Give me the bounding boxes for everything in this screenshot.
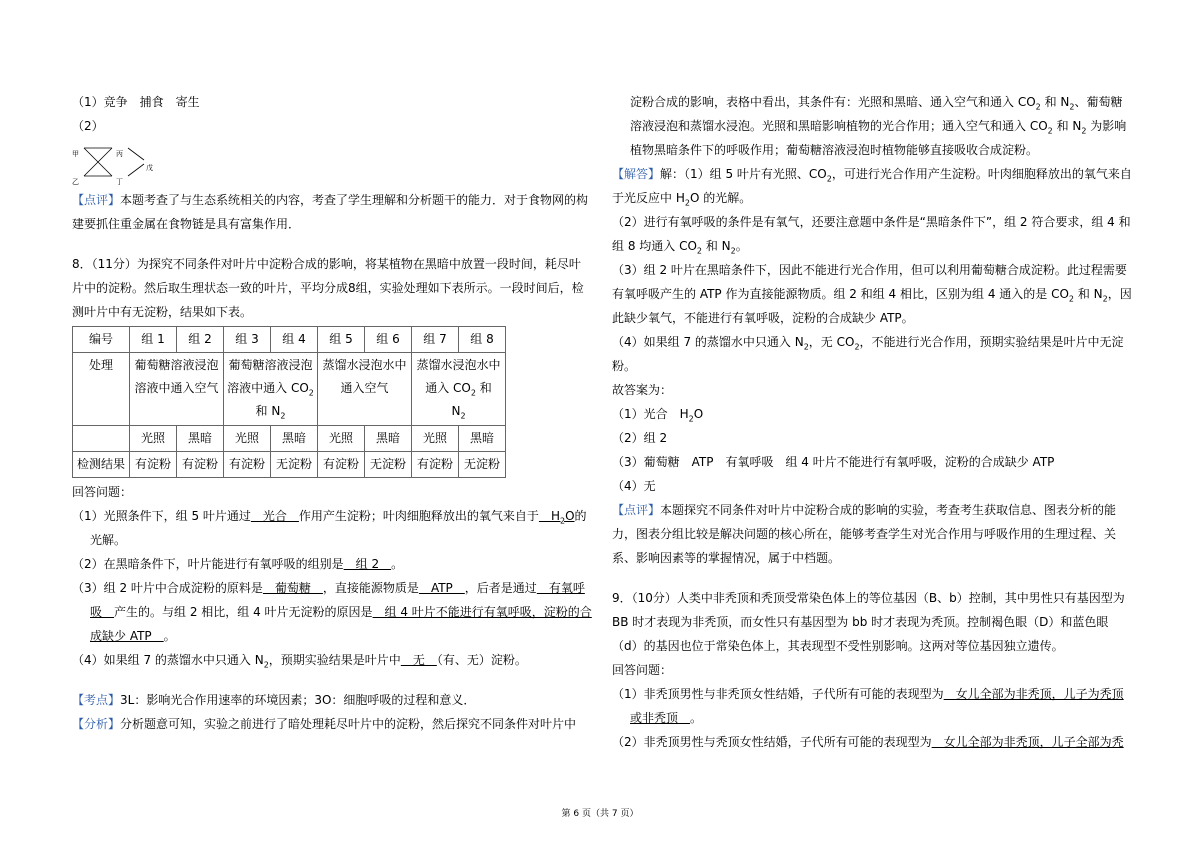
text: ，可进行光合作用产生淀粉。叶肉细胞释放出的氧气来自于光反应中 H: [612, 167, 1132, 205]
table-cell: 组 6: [365, 327, 412, 353]
subscript: 2: [263, 660, 269, 670]
table-cell: 无淀粉: [365, 452, 412, 478]
kaodian: [72, 688, 592, 712]
page-footer: 第 6 页（共 7 页）: [561, 809, 639, 819]
final-answer-2: （2）组 2: [612, 431, 668, 445]
node-jia: 甲: [72, 150, 79, 158]
text: 和 N: [1056, 119, 1082, 133]
table-cell: 黑暗: [271, 426, 318, 452]
dianping-text: 本题探究不同条件对叶片中淀粉合成的影响的实验，考查考生获取信息、图表分析的能力，图表分组比较是解决问题的核心所在，能够考查学生对光合作用与呼吸作用的生理过程、关系、影响因素等的掌握情况，属于中档题。: [612, 503, 1117, 565]
subscript: 2: [688, 414, 694, 424]
text: 。: [735, 239, 748, 253]
table-treat-row: [73, 353, 506, 426]
fenxi: [72, 712, 592, 736]
q8-intro: 8．（11分）为探究不同条件对叶片中淀粉合成的影响，将某植物在黑暗中放置一段时间，耗尽叶片中的淀粉。然后取生理状态一致的叶片，平均分成8组，实验处理如下表所示。一段时间后，检测叶片中有无淀粉，结果如下表。: [72, 257, 584, 319]
text: ，后者是通过: [464, 581, 537, 595]
table-cell: 组 3: [224, 327, 271, 353]
table-result-row: [73, 452, 506, 478]
node-wu: 戊: [146, 164, 153, 172]
text: 、葡萄糖溶液浸泡和蒸馏水浸泡。光照和黑暗影响植物的光合作用；通入空气和通入 CO: [630, 95, 1123, 133]
answer-blank: 葡萄糖: [262, 581, 323, 595]
subscript: 2: [696, 246, 702, 256]
subscript: 2: [684, 198, 690, 208]
table-cell: 有淀粉: [318, 452, 365, 478]
subscript: 2: [1069, 102, 1075, 112]
treat-tail: 和: [479, 381, 492, 395]
text: ，无 CO: [808, 335, 855, 349]
answer-blank: [538, 509, 575, 526]
answer-prompt: 回答问题：: [72, 485, 133, 499]
text: 作用产生淀粉；叶肉细胞释放出的氧气来自于: [298, 509, 539, 523]
subscript: 2: [559, 516, 566, 526]
text: 和 N: [1077, 287, 1103, 301]
text: （有、无）淀粉。: [436, 653, 527, 667]
text: （4）如果组 7 的蒸馏水中只通入 N: [72, 653, 264, 667]
text: ，因此缺少氧气，不能进行有氧呼吸，淀粉的合成缺少 ATP。: [612, 287, 1132, 325]
subscript: 2: [460, 411, 466, 421]
table-cell: 蒸馏水浸泡水中通入空气: [318, 353, 412, 426]
treat-text: 葡萄糖溶液浸泡溶液中通入 CO: [227, 358, 313, 395]
right-column: [612, 90, 1132, 754]
jieda-1: [612, 162, 1132, 210]
table-cell: 光照: [224, 426, 271, 452]
final-answer-4: （4）无: [612, 479, 656, 493]
subscript: 2: [826, 174, 832, 184]
comment-text: 本题考查了与生态系统相关的内容，考查了学生理解和分析题干的能力．对于食物网的构建要抓住重金属在食物链是具有富集作用．: [72, 193, 589, 231]
text: ，预期实验结果是叶片中: [268, 653, 401, 667]
text: （1）光照条件下，组 5 叶片通过: [72, 509, 251, 523]
text: 和 N: [705, 239, 731, 253]
fenxi-continued: [612, 90, 1132, 162]
table-cell: 有淀粉: [177, 452, 224, 478]
answer-blank: ATP: [418, 581, 465, 595]
text: 淀粉合成的影响，表格中看出，其条件有：光照和黑暗、通入空气和通入 CO: [630, 95, 1036, 109]
text: O: [565, 509, 575, 523]
subscript: 2: [1047, 126, 1053, 136]
table-cell: 有淀粉: [412, 452, 459, 478]
text: 。: [690, 711, 703, 725]
jieda-4: [612, 330, 1132, 378]
text: （1）光合 H: [612, 407, 689, 421]
jieda-2: [612, 210, 1132, 258]
answer-blank: 组 2: [343, 557, 392, 571]
q8-part-1: [72, 504, 592, 552]
jieda-tag: 【解答】: [612, 167, 661, 181]
subscript: 2: [470, 388, 476, 398]
table-cell: 光照: [412, 426, 459, 452]
text: （3）组 2 叶片在黑暗条件下，因此不能进行光合作用，但可以利用葡萄糖合成淀粉。此过程需要有氧呼吸产生的 ATP 作为直接能源物质。组 2 和组 4 相比，区别为组 4 通入的是 CO: [612, 263, 1127, 301]
text: H: [538, 509, 560, 523]
kaodian-tag: 【考点】: [72, 693, 121, 707]
q6-answer-1: （1）竞争 捕食 寄生: [72, 95, 200, 109]
food-web-arrows: [72, 142, 182, 184]
final-answer-1: [612, 402, 1132, 426]
subscript: 2: [1068, 294, 1074, 304]
text: 解：（1）组 5 叶片有光照、CO: [660, 167, 827, 181]
table-cell: 黑暗: [365, 426, 412, 452]
text: 的光解。: [90, 509, 587, 547]
text: ，直接能源物质是: [322, 581, 419, 595]
dianping: [612, 498, 1132, 570]
text: （3）组 2 叶片中合成淀粉的原料是: [72, 581, 263, 595]
text: （1）非秃顶男性与非秃顶女性结婚，子代所有可能的表现型为: [612, 687, 944, 701]
node-bing: 丙: [116, 150, 123, 158]
table-cell: 有淀粉: [224, 452, 271, 478]
table-cell: 光照: [318, 426, 365, 452]
table-cell: 组 1: [130, 327, 177, 353]
answer-blank: 有氧呼吸: [90, 581, 585, 619]
comment-tag: 【点评】: [72, 193, 121, 207]
q6-comment: [72, 188, 592, 236]
subscript: 2: [308, 388, 314, 398]
subscript: 2: [1035, 102, 1041, 112]
text: （4）如果组 7 的蒸馏水中只通入 N: [612, 335, 804, 349]
text: 产生的。与组 2 相比，组 4 叶片无淀粉的原因是: [114, 605, 373, 619]
q9-answer-prompt: 回答问题：: [612, 663, 673, 677]
text: 。: [163, 629, 176, 643]
treat-tail: 和 N: [255, 404, 281, 418]
final-answer-label: 故答案为：: [612, 383, 673, 397]
table-header-row: [73, 327, 506, 353]
subscript: 2: [1102, 294, 1108, 304]
node-yi: 乙: [72, 178, 79, 186]
q8-part-3: [72, 576, 592, 648]
text: （2）在黑暗条件下，叶片能进行有氧呼吸的组别是: [72, 557, 344, 571]
answer-blank: 无: [400, 653, 437, 667]
subscript: 2: [280, 411, 286, 421]
q8-part-4: [72, 648, 592, 672]
table-cell: 光照: [130, 426, 177, 452]
text: （2）进行有氧呼吸的条件是有氧气，还要注意题中条件是“黑暗条件下”，组 2 符合要求，组 4 和组 8 均通入 CO: [612, 215, 1131, 253]
final-answer-3: （3）葡萄糖 ATP 有氧呼吸 组 4 叶片不能进行有氧呼吸，淀粉的合成缺少 ATP: [612, 455, 1055, 469]
table-light-row: [73, 426, 506, 452]
answer-blank: 女儿全部为非秃顶，儿子全部为秃: [931, 735, 1124, 749]
text: O 的光解。: [689, 191, 752, 205]
table-cell: 组 5: [318, 327, 365, 353]
text: 和 N: [1044, 95, 1070, 109]
table-cell: 黑暗: [177, 426, 224, 452]
fenxi-tag: 【分析】: [72, 717, 121, 731]
table-cell: 编号: [73, 327, 130, 353]
table-cell: 处理: [73, 353, 130, 426]
q9-intro: 9．（10分）人类中非秃顶和秃顶受常染色体上的等位基因（B、b）控制，其中男性只有基因型为 BB 时才表现为非秃顶，而女性只有基因型为 bb 时才表现为秃顶。控制褐色眼（D）和蓝色眼（d）的基因也位于常染色体上，其表现型不受性别影响。这两对等位基因独立遗传。: [612, 591, 1125, 653]
node-ding: 丁: [116, 178, 123, 186]
table-cell: 无淀粉: [271, 452, 318, 478]
table-cell: 无淀粉: [459, 452, 506, 478]
text: 为影响植物黑暗条件下的呼吸作用；葡萄糖溶液浸泡时植物能够直接吸收合成淀粉。: [630, 119, 1127, 157]
treat-text: 蒸馏水浸泡水中通入 CO: [416, 358, 501, 395]
subscript: 2: [1081, 126, 1087, 136]
table-cell: 组 7: [412, 327, 459, 353]
text: 。: [391, 557, 404, 571]
answer-blank: 组 4 叶片不能进行有氧呼吸，淀粉的合成缺少 ATP: [90, 605, 592, 643]
table-cell: 组 4: [271, 327, 318, 353]
table-cell: [224, 353, 318, 426]
subscript: 2: [803, 342, 809, 352]
q9-part-1: [612, 682, 1132, 730]
left-column: [72, 90, 592, 736]
table-cell: 葡萄糖溶液浸泡溶液中通入空气: [130, 353, 224, 426]
table-cell: 蒸馏水浸泡水中通入 $CO_2$ 和 $N_2$: [412, 353, 506, 426]
fenxi-text: 分析题意可知，实验之前进行了暗处理耗尽叶片中的淀粉，然后探究不同条件对叶片中: [120, 717, 577, 731]
food-web-diagram: [72, 142, 182, 184]
dianping-tag: 【点评】: [612, 503, 661, 517]
table-cell: 检测结果: [73, 452, 130, 478]
table-cell: [73, 426, 130, 452]
answer-blank: 女儿全部为非秃顶，儿子为秃顶或非秃顶: [630, 687, 1124, 725]
jieda-3: [612, 258, 1132, 330]
q8-part-2: [72, 552, 592, 576]
answer-blank: 光合: [250, 509, 299, 523]
table-cell: 黑暗: [459, 426, 506, 452]
subscript: 2: [730, 246, 736, 256]
subscript: 2: [854, 342, 860, 352]
text: （2）非秃顶男性与秃顶女性结婚，子代所有可能的表现型为: [612, 735, 932, 749]
table-cell: 组 8: [459, 327, 506, 353]
text: O: [693, 407, 704, 421]
text: ，不能进行光合作用，预期实验结果是叶片中无淀粉。: [612, 335, 1124, 373]
q6-answer-2: （2）: [72, 119, 104, 133]
table-cell: 有淀粉: [130, 452, 177, 478]
table-cell: 组 2: [177, 327, 224, 353]
q9-part-2: [612, 730, 1132, 754]
experiment-table: [72, 326, 506, 478]
kaodian-text: 3L：影响光合作用速率的环境因素；3O：细胞呼吸的过程和意义．: [120, 693, 476, 707]
